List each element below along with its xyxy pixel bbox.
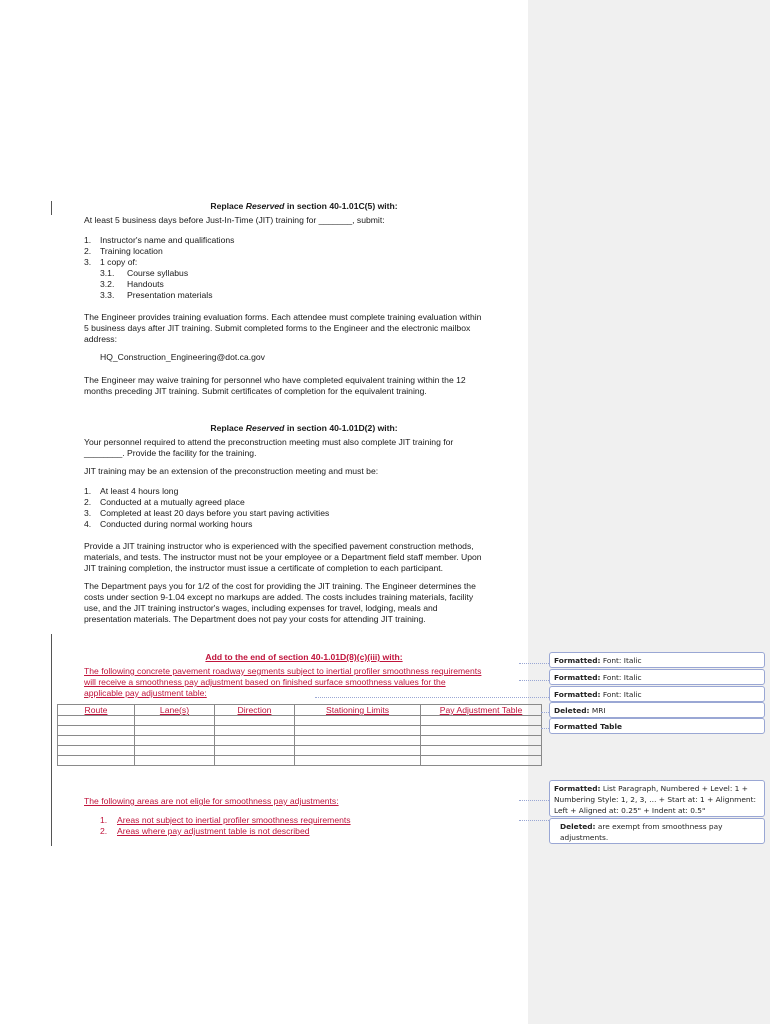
- inserted-list-item: 1. Areas not subject to inertial profiler smoothness requirements: [100, 815, 351, 825]
- list-item: 1. Instructor's name and qualifications: [84, 235, 235, 245]
- paragraph-line: ________. Provide the facility for the training.: [84, 448, 257, 458]
- paragraph-line: materials, and tests. The instructor must not be your employee or a Department field staff member. Upon: [84, 552, 482, 562]
- table-row: [58, 726, 542, 736]
- change-bar: [51, 634, 52, 846]
- paragraph-line: months preceding JIT training. Submit certificates of completion for the equivalent training.: [84, 386, 427, 396]
- list-item: 2. Training location: [84, 246, 163, 256]
- paragraph-line: address:: [84, 334, 117, 344]
- inserted-line: will receive a smoothness pay adjustment based on finished surface smoothness values for the: [84, 677, 446, 687]
- comment-balloon[interactable]: Formatted: Font: Italic: [549, 686, 765, 702]
- column-header: Direction: [215, 705, 295, 716]
- paragraph: JIT training may be an extension of the preconstruction meeting and must be:: [84, 466, 379, 476]
- list-item: 3. Completed at least 20 days before you start paving activities: [84, 508, 330, 518]
- table-header-row: [58, 705, 542, 716]
- comment-pane: [528, 0, 770, 1024]
- column-header: Route: [58, 705, 135, 716]
- paragraph-line: The Engineer may waive training for personnel who have completed equivalent training within the 12: [84, 375, 466, 385]
- table-row: [58, 756, 542, 766]
- paragraph-line: Provide a JIT training instructor who is experienced with the specified pavement construction methods,: [84, 541, 474, 551]
- list-item: 2. Conducted at a mutually agreed place: [84, 497, 245, 507]
- comment-connector: [541, 712, 549, 713]
- paragraph-line: Your personnel required to attend the preconstruction meeting must also complete JIT training for: [84, 437, 454, 447]
- column-header: Lane(s): [135, 705, 215, 716]
- section-heading: Replace Reserved in section 40-1.01D(2) with:: [210, 423, 398, 433]
- column-header: Stationing Limits: [295, 705, 421, 716]
- comment-connector: [519, 800, 549, 801]
- inserted-list-item: 2. Areas where pay adjustment table is not described: [100, 826, 310, 836]
- inserted-heading: Add to the end of section 40-1.01D(8)(c)(iii) with:: [205, 652, 403, 662]
- pay-adjustment-table: [57, 704, 542, 766]
- paragraph-line: The Engineer provides training evaluation forms. Each attendee must complete training evaluation within: [84, 312, 482, 322]
- sublist-item: 3.3. Presentation materials: [100, 290, 213, 300]
- email-address: HQ_Construction_Engineering@dot.ca.gov: [100, 352, 265, 362]
- paragraph-line: presentation materials. The Department does not pay your costs for attending JIT training.: [84, 614, 426, 624]
- paragraph-line: The Department pays you for 1/2 of the cost for providing the JIT training. The Engineer determines the: [84, 581, 476, 591]
- paragraph-line: use, and the JIT training instructor's wages, including expenses for travel, lodging, meals and: [84, 603, 438, 613]
- comment-balloon[interactable]: Formatted: Font: Italic: [549, 669, 765, 685]
- comment-connector: [541, 728, 549, 729]
- paragraph-line: JIT training completion, the instructor must issue a certificate of completion to each participant.: [84, 563, 444, 573]
- section-heading: Replace Reserved in section 40-1.01C(5) with:: [210, 201, 398, 211]
- inserted-line: applicable pay adjustment table:: [84, 688, 207, 698]
- comment-connector: [519, 663, 549, 664]
- sublist-item: 3.2. Handouts: [100, 279, 164, 289]
- table-row: [58, 746, 542, 756]
- comment-balloon[interactable]: Deleted: are exempt from smoothness pay adjustments.: [549, 818, 765, 844]
- comment-balloon[interactable]: Formatted: List Paragraph, Numbered + Level: 1 + Numbering Style: 1, 2, 3, … + Start at: 1 + Alignment: Left + Aligned at: 0.25" + Indent at: 0.5": [549, 780, 765, 817]
- paragraph-line: 5 business days after JIT training. Submit completed forms to the Engineer and the electronic mailbox: [84, 323, 471, 333]
- comment-balloon[interactable]: Formatted: Font: Italic: [549, 652, 765, 668]
- list-item: 4. Conducted during normal working hours: [84, 519, 253, 529]
- column-header: Pay Adjustment Table: [421, 705, 542, 716]
- list-item: 3. 1 copy of:: [84, 257, 138, 267]
- comment-connector: [519, 820, 549, 821]
- table-row: [58, 736, 542, 746]
- comment-connector: [519, 680, 549, 681]
- sublist-item: 3.1. Course syllabus: [100, 268, 189, 278]
- comment-balloon[interactable]: Deleted: MRI: [549, 702, 765, 718]
- comment-balloon[interactable]: Formatted Table: [549, 718, 765, 734]
- paragraph-line: costs under section 9-1.04 except no markups are added. The costs includes training materials, facility: [84, 592, 474, 602]
- comment-connector: [315, 697, 549, 698]
- inserted-line: The following concrete pavement roadway segments subject to inertial profiler smoothness requirements: [84, 666, 482, 676]
- change-bar: [51, 201, 52, 215]
- paragraph: At least 5 business days before Just-In-Time (JIT) training for _______, submit:: [84, 215, 385, 225]
- inserted-line: The following areas are not eligle for smoothness pay adjustments:: [84, 796, 339, 806]
- list-item: 1. At least 4 hours long: [84, 486, 179, 496]
- table-row: [58, 716, 542, 726]
